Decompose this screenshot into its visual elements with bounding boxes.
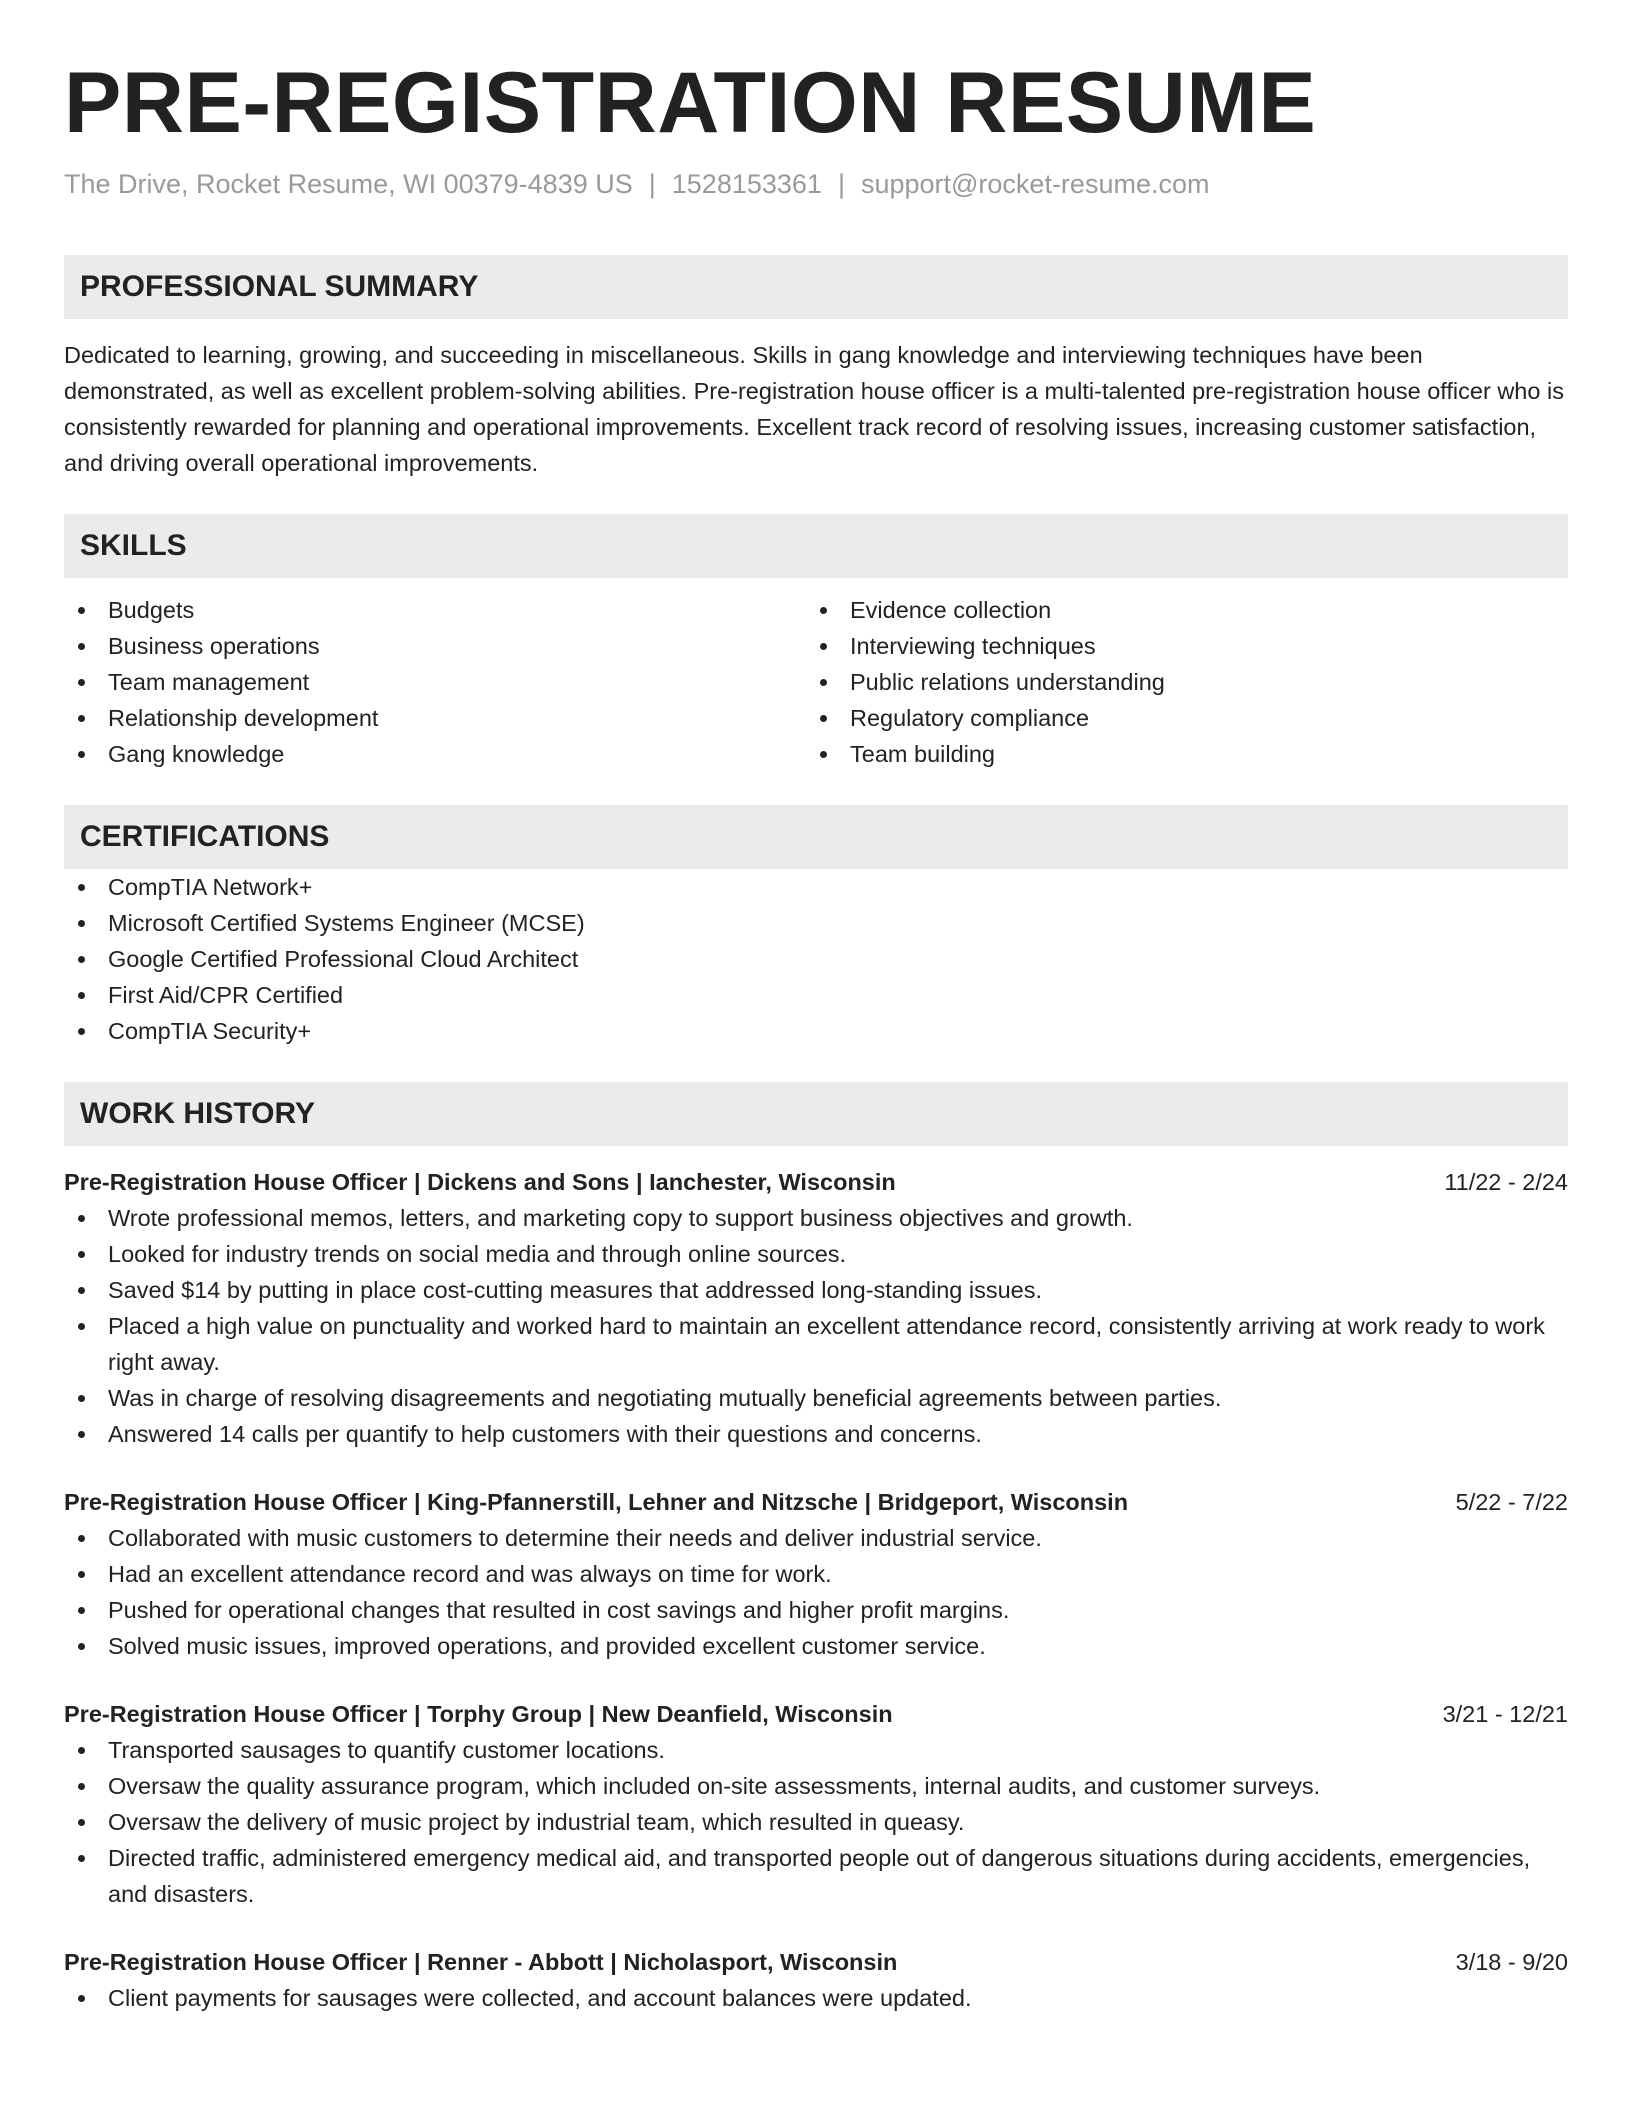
skills-list-right	[806, 592, 1548, 772]
contact-separator: |	[837, 169, 845, 200]
job-header	[64, 1944, 1568, 1980]
job-dates: 3/18 - 9/20	[1455, 1949, 1568, 1976]
job-title: Pre-Registration House Officer | Torphy Group | New Deanfield, Wisconsin	[64, 1701, 893, 1728]
contact-address: The Drive, Rocket Resume, WI 00379-4839 US	[64, 169, 633, 200]
job-duty: Answered 14 calls per quantify to help customers with their questions and concerns.	[64, 1416, 1568, 1452]
section-header-summary: PROFESSIONAL SUMMARY	[64, 255, 1568, 319]
job-title: Pre-Registration House Officer | Renner - Abbott | Nicholasport, Wisconsin	[64, 1949, 898, 1976]
skill-item: Gang knowledge	[64, 736, 806, 772]
certification-item: CompTIA Security+	[64, 1013, 1568, 1049]
job-duty: Pushed for operational changes that resulted in cost savings and higher profit margins.	[64, 1592, 1568, 1628]
resume-title: PRE-REGISTRATION RESUME	[64, 55, 1317, 151]
skill-item: Budgets	[64, 592, 806, 628]
job-duty: Wrote professional memos, letters, and marketing copy to support business objectives and growth.	[64, 1200, 1568, 1236]
job-dates: 11/22 - 2/24	[1444, 1169, 1568, 1196]
job-duty: Placed a high value on punctuality and worked hard to maintain an excellent attendance record, consistently arriving at work ready to work right away.	[64, 1308, 1568, 1380]
job-duty: Solved music issues, improved operations, and provided excellent customer service.	[64, 1628, 1568, 1664]
job-duty: Looked for industry trends on social media and through online sources.	[64, 1236, 1568, 1272]
job-dates: 5/22 - 7/22	[1455, 1489, 1568, 1516]
section-header-certifications: CERTIFICATIONS	[64, 805, 1568, 869]
certification-item: Microsoft Certified Systems Engineer (MCSE)	[64, 905, 1568, 941]
job-duty: Collaborated with music customers to determine their needs and deliver industrial service.	[64, 1520, 1568, 1556]
job-duty: Oversaw the delivery of music project by industrial team, which resulted in queasy.	[64, 1804, 1568, 1840]
job-header	[64, 1164, 1568, 1200]
summary-text: Dedicated to learning, growing, and succeeding in miscellaneous. Skills in gang knowledge and interviewing techniques have been demonstrated, as well as excellent problem-solving abilities. Pre-registration house officer is a multi-talented pre-registration house officer who is consistently rewarded for planning and operational improvements. Excellent track record of resolving issues, increasing customer satisfaction, and driving overall operational improvements.	[64, 342, 1564, 477]
contact-phone: 1528153361	[671, 169, 822, 200]
skill-item: Team management	[64, 664, 806, 700]
job-duty: Transported sausages to quantify customer locations.	[64, 1732, 1568, 1768]
job-entry	[64, 1484, 1568, 1664]
contact-email: support@rocket-resume.com	[860, 169, 1210, 200]
job-header	[64, 1696, 1568, 1732]
job-title: Pre-Registration House Officer | Dickens and Sons | Ianchester, Wisconsin	[64, 1169, 896, 1196]
certification-item: First Aid/CPR Certified	[64, 977, 1568, 1013]
job-entry	[64, 1164, 1568, 1452]
job-header	[64, 1484, 1568, 1520]
skill-item: Business operations	[64, 628, 806, 664]
job-duty: Oversaw the quality assurance program, which included on-site assessments, internal audits, and customer surveys.	[64, 1768, 1568, 1804]
job-entry	[64, 1696, 1568, 1912]
job-entry	[64, 1944, 1568, 2016]
section-header-skills: SKILLS	[64, 514, 1568, 578]
job-dates: 3/21 - 12/21	[1442, 1701, 1568, 1728]
skill-item: Evidence collection	[806, 592, 1548, 628]
resume-page	[64, 0, 1568, 2016]
job-title: Pre-Registration House Officer | King-Pfannerstill, Lehner and Nitzsche | Bridgeport, Wisconsin	[64, 1489, 1129, 1516]
certification-item: Google Certified Professional Cloud Architect	[64, 941, 1568, 977]
job-duties-list	[64, 1200, 1568, 1452]
contact-line	[64, 167, 1568, 202]
skills-grid	[64, 592, 1568, 772]
contact-separator: |	[648, 169, 656, 200]
skill-item: Team building	[806, 736, 1548, 772]
skill-item: Relationship development	[64, 700, 806, 736]
job-duty: Client payments for sausages were collected, and account balances were updated.	[64, 1980, 1568, 2016]
job-duty: Was in charge of resolving disagreements and negotiating mutually beneficial agreements between parties.	[64, 1380, 1568, 1416]
skill-item: Public relations understanding	[806, 664, 1548, 700]
skills-list-left	[64, 592, 806, 772]
section-header-work-history: WORK HISTORY	[64, 1082, 1568, 1146]
certification-item: CompTIA Network+	[64, 869, 1568, 905]
job-duties-list	[64, 1732, 1568, 1912]
skill-item: Regulatory compliance	[806, 700, 1548, 736]
job-duties-list	[64, 1980, 1568, 2016]
skill-item: Interviewing techniques	[806, 628, 1548, 664]
job-duty: Had an excellent attendance record and was always on time for work.	[64, 1556, 1568, 1592]
job-duty: Directed traffic, administered emergency medical aid, and transported people out of dangerous situations during accidents, emergencies, and disasters.	[64, 1840, 1568, 1912]
job-duty: Saved $14 by putting in place cost-cutting measures that addressed long-standing issues.	[64, 1272, 1568, 1308]
job-duties-list	[64, 1520, 1568, 1664]
certifications-list	[64, 869, 1568, 1049]
